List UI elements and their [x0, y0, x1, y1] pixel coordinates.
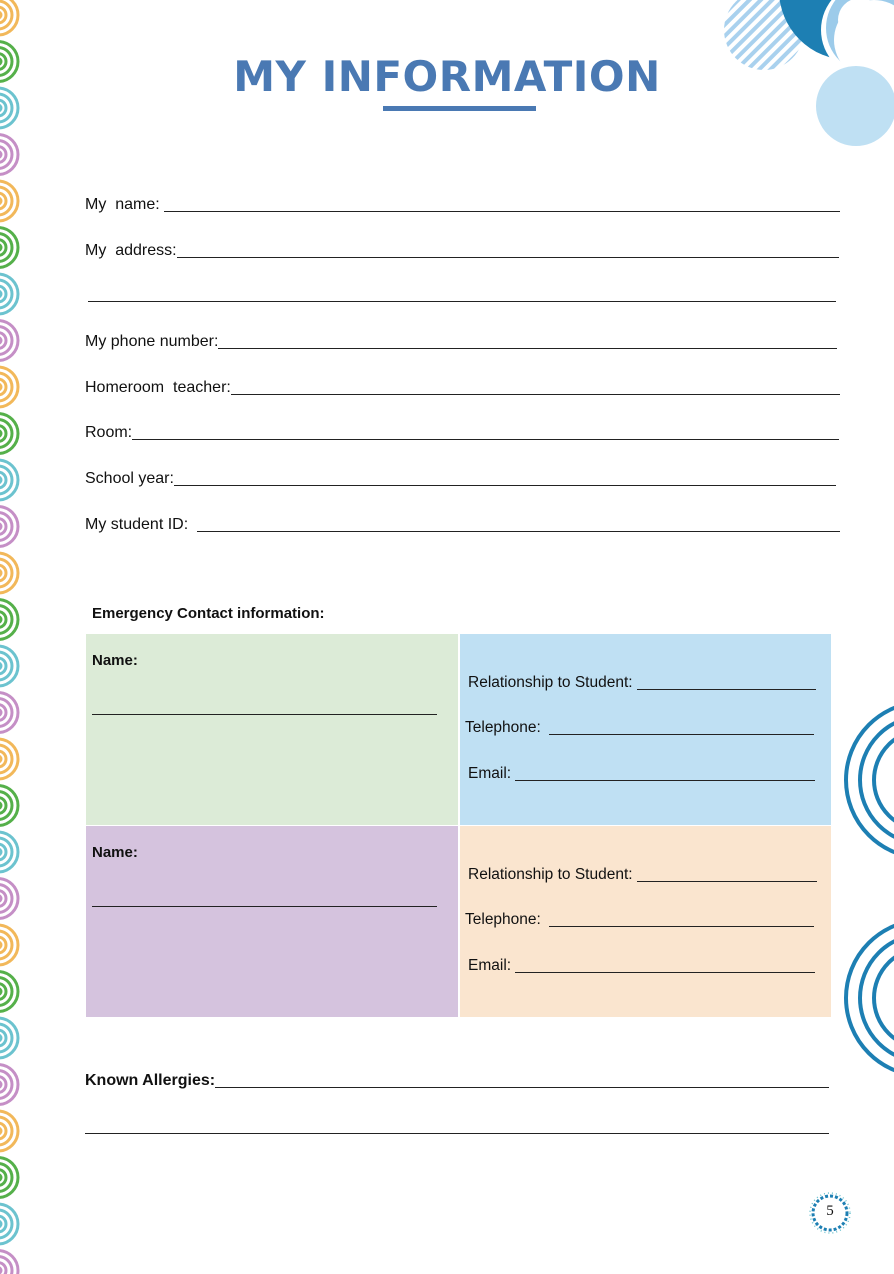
contact-2-telephone-field[interactable] — [465, 909, 814, 929]
contact-1-telephone-line[interactable] — [549, 734, 814, 735]
school-year-label: School year: — [85, 470, 174, 487]
spiral-ring — [0, 832, 18, 872]
room-label: Room: — [85, 424, 133, 441]
student-id-label: My student ID: — [85, 516, 198, 533]
contact-1-name-label: Name: — [92, 652, 138, 669]
contact-1-relationship-field[interactable] — [468, 672, 816, 692]
spiral-ring — [0, 972, 18, 1012]
contact-2-name-cell — [86, 826, 458, 1017]
name-label: My name: — [85, 196, 165, 213]
spiral-ring — [0, 646, 18, 686]
spiral-ring — [0, 1204, 18, 1244]
allergies-line[interactable] — [215, 1087, 829, 1088]
spiral-ring — [0, 925, 18, 965]
contact-2-name-line[interactable] — [92, 906, 437, 907]
contact-1-telephone-label: Telephone: — [465, 719, 550, 736]
spiral-ring — [0, 1251, 18, 1274]
spiral-ring — [0, 414, 18, 454]
page-number: 5 — [826, 1203, 834, 1219]
spiral-ring — [0, 507, 18, 547]
contact-1-name-line[interactable] — [92, 714, 437, 715]
contact-2-relationship-line[interactable] — [637, 881, 817, 882]
spiral-ring — [0, 739, 18, 779]
spiral-ring — [0, 879, 18, 919]
address-line[interactable] — [177, 256, 839, 258]
contact-1-name-cell — [86, 634, 458, 825]
address-field[interactable] — [85, 238, 839, 260]
name-field[interactable] — [85, 192, 840, 214]
contact-1-email-line[interactable] — [515, 780, 815, 781]
spiral-ring — [0, 600, 18, 640]
phone-label: My phone number: — [85, 333, 219, 350]
spiral-ring — [0, 460, 18, 500]
contact-2-email-field[interactable] — [468, 955, 815, 975]
contact-2-info-cell — [460, 826, 831, 1017]
spiral-ring — [0, 1158, 18, 1198]
contact-1-relationship-label: Relationship to Student: — [468, 674, 637, 691]
contact-1-email-label: Email: — [468, 765, 516, 782]
page-title: MY INFORMATION — [233, 52, 661, 101]
spiral-ring — [0, 786, 18, 826]
contact-1-info-cell — [460, 634, 831, 825]
spiral-ring — [0, 693, 18, 733]
contact-2-telephone-label: Telephone: — [465, 911, 550, 928]
contact-1-relationship-line[interactable] — [637, 689, 816, 690]
room-line[interactable] — [132, 438, 839, 440]
allergies-line-2[interactable] — [85, 1133, 829, 1134]
contact-2-email-label: Email: — [468, 957, 516, 974]
name-line[interactable] — [164, 210, 840, 212]
spiral-ring — [0, 274, 18, 314]
phone-field[interactable] — [85, 329, 837, 351]
spiral-border-decoration — [0, 0, 30, 1274]
allergies-field[interactable] — [85, 1068, 829, 1090]
spiral-ring — [0, 1065, 18, 1105]
homeroom-label: Homeroom teacher: — [85, 379, 231, 396]
spiral-ring — [0, 367, 18, 407]
spiral-ring — [0, 1018, 18, 1058]
school-year-field[interactable] — [85, 466, 836, 488]
address-line-2[interactable] — [88, 301, 836, 302]
allergies-label: Known Allergies: — [85, 1072, 216, 1089]
address-label: My address: — [85, 242, 177, 259]
student-id-field[interactable] — [85, 512, 840, 534]
contact-2-email-line[interactable] — [515, 972, 815, 973]
room-field[interactable] — [85, 420, 839, 442]
contact-1-email-field[interactable] — [468, 763, 815, 783]
emergency-contact-title: Emergency Contact information: — [92, 605, 325, 622]
spiral-ring — [0, 1111, 18, 1151]
contact-2-relationship-label: Relationship to Student: — [468, 866, 637, 883]
title-underline — [383, 106, 536, 111]
contact-2-telephone-line[interactable] — [549, 926, 814, 927]
school-year-line[interactable] — [174, 484, 836, 486]
contact-1-telephone-field[interactable] — [465, 717, 814, 737]
spiral-ring — [0, 0, 18, 35]
student-id-line[interactable] — [197, 530, 840, 532]
contact-2-relationship-field[interactable] — [468, 864, 817, 884]
spiral-ring — [0, 135, 18, 175]
arc-decoration-lower — [844, 918, 894, 1088]
arc-decoration-upper — [844, 695, 894, 865]
spiral-ring — [0, 553, 18, 593]
contact-2-name-label: Name: — [92, 844, 138, 861]
spiral-ring — [0, 321, 18, 361]
spiral-ring — [0, 228, 18, 268]
homeroom-line[interactable] — [231, 393, 840, 395]
phone-line[interactable] — [218, 347, 837, 349]
homeroom-field[interactable] — [85, 375, 840, 397]
spiral-ring — [0, 181, 18, 221]
